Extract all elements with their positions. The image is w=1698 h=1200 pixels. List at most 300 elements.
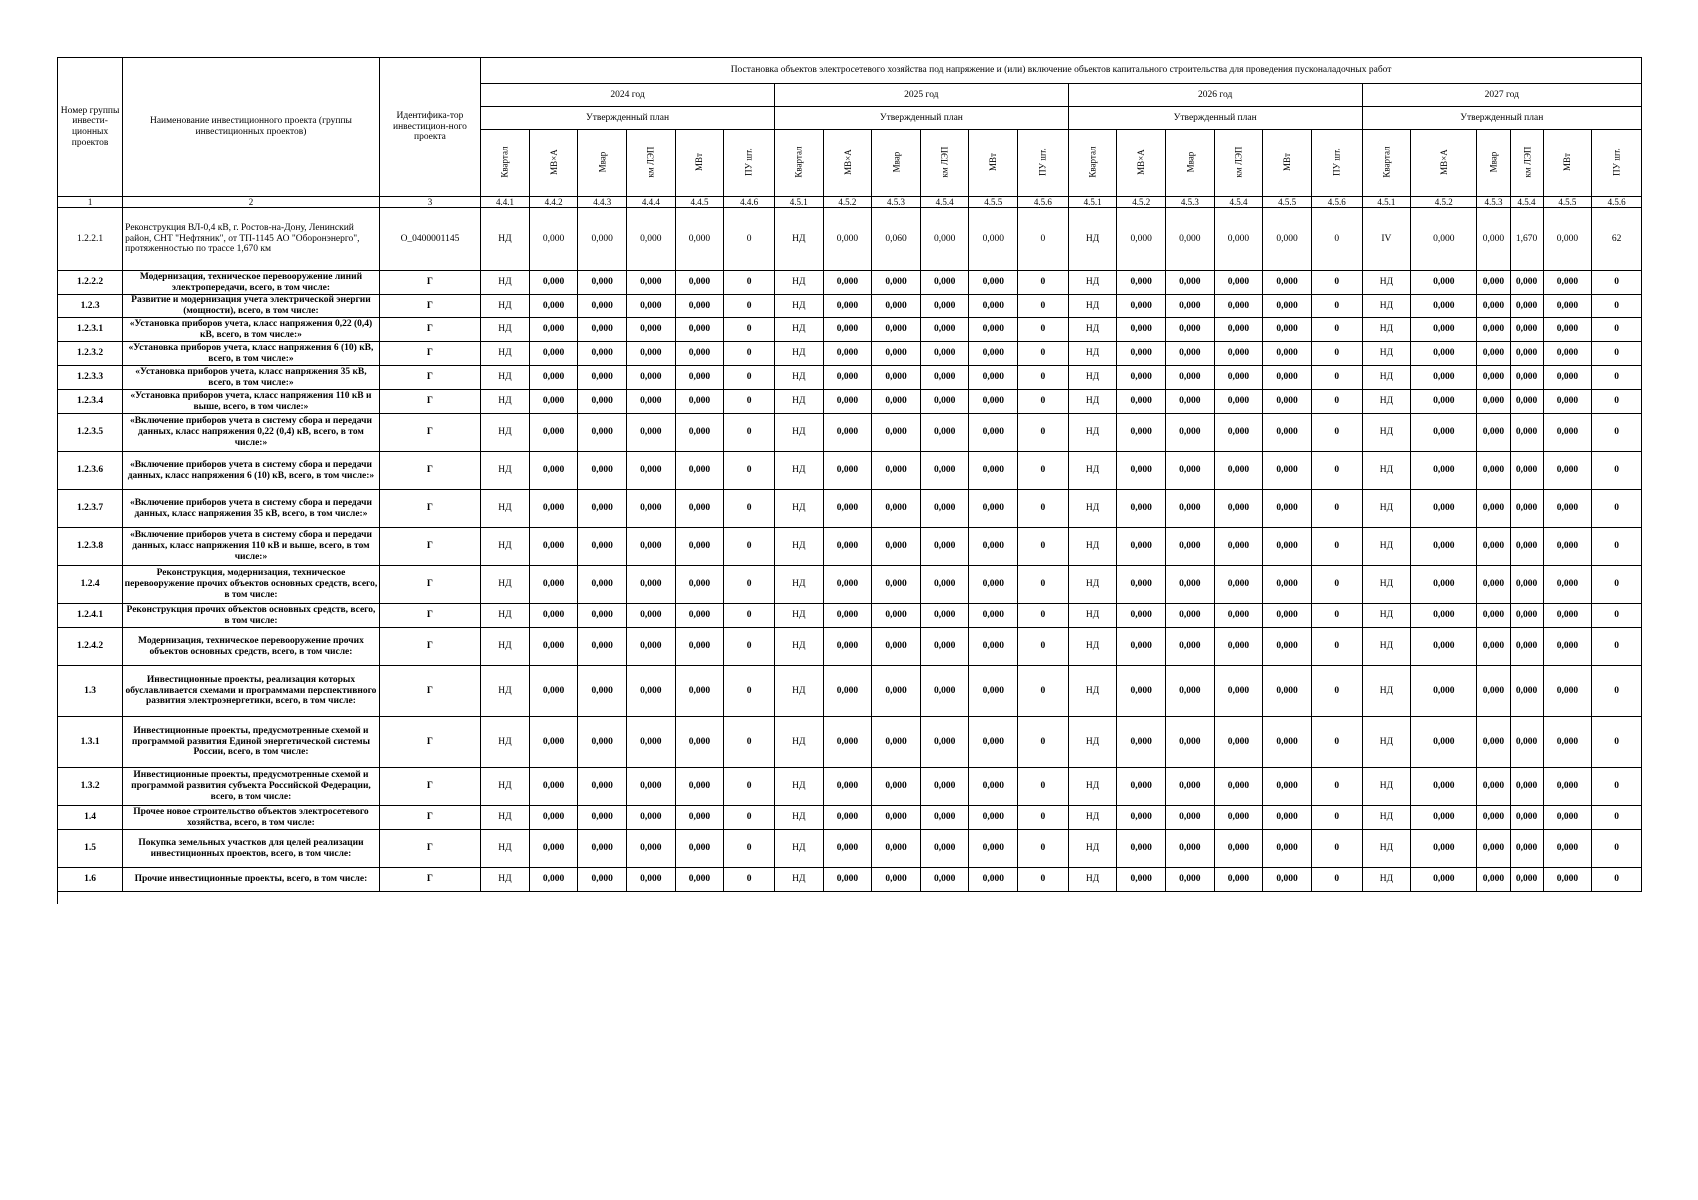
row-value: НД bbox=[1068, 208, 1117, 271]
row-value: 0,000 bbox=[1510, 717, 1543, 768]
row-value: 0,000 bbox=[1510, 566, 1543, 604]
row-number: 1.3 bbox=[58, 666, 123, 717]
row-value: 0,000 bbox=[529, 604, 578, 628]
unit-label: ПУ шт. bbox=[744, 148, 755, 177]
row-value: 0 bbox=[1592, 806, 1642, 830]
row-value: 0,000 bbox=[675, 666, 724, 717]
row-value: 0,000 bbox=[1411, 717, 1477, 768]
col-number-2: 2 bbox=[123, 197, 380, 208]
row-value: 0 bbox=[1018, 830, 1069, 868]
row-value: 0,000 bbox=[1477, 295, 1510, 318]
row-value: НД bbox=[1068, 452, 1117, 490]
row-value: 0,000 bbox=[1263, 318, 1312, 342]
row-value: 0,000 bbox=[1510, 604, 1543, 628]
table-row bbox=[58, 830, 1642, 868]
row-number: 1.2.3.6 bbox=[58, 452, 123, 490]
header-identifier: Идентифика-тор инвестицион-ного проекта bbox=[379, 58, 480, 197]
unit-label: ПУ шт. bbox=[1611, 148, 1622, 177]
row-value: 0,000 bbox=[969, 604, 1018, 628]
row-value: 0 bbox=[1592, 366, 1642, 390]
row-value: 0,000 bbox=[1477, 342, 1510, 366]
unit-label: км ЛЭП bbox=[1233, 146, 1244, 178]
row-value: 0,000 bbox=[1411, 342, 1477, 366]
row-value: 0,000 bbox=[969, 295, 1018, 318]
row-identifier: Г bbox=[379, 390, 480, 414]
row-value: 0,000 bbox=[920, 806, 969, 830]
investment-table-sheet bbox=[57, 57, 1642, 892]
row-value: 0,000 bbox=[1477, 414, 1510, 452]
row-value: 0,000 bbox=[969, 414, 1018, 452]
col-code: 4.5.6 bbox=[1311, 197, 1362, 208]
row-value: НД bbox=[1362, 342, 1411, 366]
row-number: 1.2.2.1 bbox=[58, 208, 123, 271]
row-value: НД bbox=[1362, 390, 1411, 414]
row-value: 0,000 bbox=[529, 295, 578, 318]
row-value: 0,000 bbox=[920, 830, 969, 868]
row-value: 0 bbox=[1018, 390, 1069, 414]
row-value: 0,000 bbox=[1117, 768, 1166, 806]
row-identifier: Г bbox=[379, 414, 480, 452]
col-code: 4.5.1 bbox=[1362, 197, 1411, 208]
unit-label: км ЛЭП bbox=[1521, 146, 1532, 178]
row-value: НД bbox=[774, 366, 823, 390]
row-value: 0,000 bbox=[920, 666, 969, 717]
row-value: 0,000 bbox=[578, 628, 627, 666]
row-value: НД bbox=[1362, 666, 1411, 717]
row-value: НД bbox=[481, 628, 530, 666]
header-unit-1-3 bbox=[920, 130, 969, 197]
row-value: 0,000 bbox=[1214, 528, 1263, 566]
row-value: 0,000 bbox=[920, 717, 969, 768]
table-row bbox=[58, 390, 1642, 414]
row-value: 0,000 bbox=[1166, 208, 1215, 271]
row-value: 0,000 bbox=[872, 666, 921, 717]
row-value: НД bbox=[1362, 295, 1411, 318]
row-value: 0,000 bbox=[1543, 490, 1592, 528]
row-number: 1.3.1 bbox=[58, 717, 123, 768]
row-number: 1.6 bbox=[58, 868, 123, 892]
col-code: 4.5.2 bbox=[1411, 197, 1477, 208]
row-value: 0,000 bbox=[1477, 366, 1510, 390]
row-value: НД bbox=[1362, 566, 1411, 604]
row-value: 0 bbox=[1311, 490, 1362, 528]
row-value: 0,000 bbox=[627, 295, 676, 318]
row-value: 0,000 bbox=[1411, 318, 1477, 342]
row-value: 0,000 bbox=[1477, 666, 1510, 717]
row-value: 0,000 bbox=[969, 490, 1018, 528]
row-value: 0,000 bbox=[1411, 628, 1477, 666]
row-value: 0 bbox=[724, 666, 775, 717]
row-value: 0,000 bbox=[675, 717, 724, 768]
row-value: НД bbox=[774, 717, 823, 768]
unit-label: МВт bbox=[1282, 153, 1293, 172]
row-value: 0,000 bbox=[1166, 490, 1215, 528]
row-value: 0 bbox=[1311, 768, 1362, 806]
row-value: 0,000 bbox=[1477, 806, 1510, 830]
header-unit-3-2 bbox=[1477, 130, 1510, 197]
header-unit-3-3 bbox=[1510, 130, 1543, 197]
row-value: 0,000 bbox=[627, 490, 676, 528]
row-value: 0,000 bbox=[529, 271, 578, 295]
row-value: 0,000 bbox=[1510, 528, 1543, 566]
row-value: 0 bbox=[1018, 604, 1069, 628]
row-value: 0 bbox=[1311, 271, 1362, 295]
row-value: 0,000 bbox=[969, 566, 1018, 604]
row-value: НД bbox=[774, 452, 823, 490]
row-value: 0,000 bbox=[675, 366, 724, 390]
row-project-name: «Установка приборов учета, класс напряжения 6 (10) кВ, всего, в том числе:» bbox=[123, 342, 380, 366]
row-value: 0,000 bbox=[675, 452, 724, 490]
row-value: 0,000 bbox=[823, 295, 872, 318]
row-value: НД bbox=[481, 366, 530, 390]
row-value: НД bbox=[481, 414, 530, 452]
row-project-name: «Включение приборов учета в систему сбора и передачи данных, класс напряжения 6 (10) кВ, всего, в том числе:» bbox=[123, 452, 380, 490]
row-value: НД bbox=[774, 490, 823, 528]
table-row bbox=[58, 318, 1642, 342]
row-value: 0,000 bbox=[627, 768, 676, 806]
row-value: 0 bbox=[1592, 768, 1642, 806]
row-value: 0,000 bbox=[1411, 830, 1477, 868]
row-value: 0,000 bbox=[969, 868, 1018, 892]
row-value: 0,000 bbox=[920, 366, 969, 390]
row-value: 0,000 bbox=[1411, 868, 1477, 892]
row-value: 0,000 bbox=[1510, 295, 1543, 318]
row-value: 0,000 bbox=[1411, 768, 1477, 806]
row-value: 0,000 bbox=[529, 414, 578, 452]
row-value: 0,000 bbox=[578, 717, 627, 768]
header-unit-2-5 bbox=[1311, 130, 1362, 197]
row-value: 0,000 bbox=[578, 830, 627, 868]
row-identifier: Г bbox=[379, 806, 480, 830]
col-code: 4.5.4 bbox=[1214, 197, 1263, 208]
row-value: 0 bbox=[724, 717, 775, 768]
row-value: 0,000 bbox=[1477, 528, 1510, 566]
row-value: 0 bbox=[1018, 452, 1069, 490]
row-value: НД bbox=[774, 604, 823, 628]
table-row bbox=[58, 868, 1642, 892]
header-year-2: 2026 год bbox=[1068, 84, 1362, 107]
row-value: 0,000 bbox=[1543, 717, 1592, 768]
row-value: 0,000 bbox=[675, 295, 724, 318]
row-project-name: «Установка приборов учета, класс напряжения 0,22 (0,4) кВ, всего, в том числе:» bbox=[123, 318, 380, 342]
row-value: 0,000 bbox=[1166, 806, 1215, 830]
row-value: НД bbox=[1362, 768, 1411, 806]
row-value: 0,000 bbox=[969, 666, 1018, 717]
row-value: 0,000 bbox=[1214, 806, 1263, 830]
row-value: 0,000 bbox=[1543, 528, 1592, 566]
row-value: 0,000 bbox=[823, 628, 872, 666]
row-value: 0,000 bbox=[1117, 414, 1166, 452]
row-value: 0,000 bbox=[578, 390, 627, 414]
row-value: 0,000 bbox=[872, 717, 921, 768]
row-value: 0 bbox=[1018, 717, 1069, 768]
row-value: 0,000 bbox=[1263, 717, 1312, 768]
row-value: 0 bbox=[724, 628, 775, 666]
row-value: 0,000 bbox=[1510, 830, 1543, 868]
row-value: 0 bbox=[1311, 628, 1362, 666]
header-unit-3-5 bbox=[1592, 130, 1642, 197]
row-value: IV bbox=[1362, 208, 1411, 271]
row-value: 0 bbox=[1018, 342, 1069, 366]
row-value: 0 bbox=[724, 604, 775, 628]
row-value: 0 bbox=[1018, 318, 1069, 342]
row-value: 0,000 bbox=[920, 208, 969, 271]
row-number: 1.2.3.3 bbox=[58, 366, 123, 390]
row-value: 0,000 bbox=[627, 271, 676, 295]
row-value: 0,000 bbox=[1543, 208, 1592, 271]
row-value: 0,000 bbox=[627, 318, 676, 342]
row-value: НД bbox=[1068, 414, 1117, 452]
header-unit-0-0 bbox=[481, 130, 530, 197]
row-value: 0,000 bbox=[1117, 806, 1166, 830]
row-value: НД bbox=[1068, 528, 1117, 566]
row-value: 0,000 bbox=[1543, 830, 1592, 868]
row-value: 0 bbox=[1592, 830, 1642, 868]
row-value: 0,000 bbox=[920, 528, 969, 566]
row-project-name: «Установка приборов учета, класс напряжения 35 кВ, всего, в том числе:» bbox=[123, 366, 380, 390]
row-value: НД bbox=[1068, 717, 1117, 768]
row-value: 0,000 bbox=[872, 342, 921, 366]
row-value: 0,000 bbox=[1263, 271, 1312, 295]
row-value: 0,000 bbox=[627, 628, 676, 666]
row-value: 0,000 bbox=[823, 390, 872, 414]
col-code: 4.5.4 bbox=[920, 197, 969, 208]
row-value: 0 bbox=[1018, 768, 1069, 806]
header-unit-3-4 bbox=[1543, 130, 1592, 197]
unit-label: ПУ шт. bbox=[1037, 148, 1048, 177]
row-value: 0,000 bbox=[1214, 414, 1263, 452]
row-value: 0,000 bbox=[1214, 208, 1263, 271]
table-row bbox=[58, 566, 1642, 604]
unit-label: ПУ шт. bbox=[1331, 148, 1342, 177]
row-value: 0,000 bbox=[627, 806, 676, 830]
row-value: 62 bbox=[1592, 208, 1642, 271]
col-code: 4.5.1 bbox=[774, 197, 823, 208]
row-value: 0,000 bbox=[1477, 566, 1510, 604]
row-value: НД bbox=[1068, 666, 1117, 717]
row-value: 0 bbox=[724, 390, 775, 414]
row-value: 0 bbox=[1592, 414, 1642, 452]
row-value: 0 bbox=[1311, 868, 1362, 892]
row-value: НД bbox=[774, 666, 823, 717]
row-value: 0 bbox=[1592, 342, 1642, 366]
table-row bbox=[58, 208, 1642, 271]
row-value: НД bbox=[1068, 566, 1117, 604]
row-value: 0,000 bbox=[1214, 717, 1263, 768]
row-value: 0,000 bbox=[823, 414, 872, 452]
row-value: 0 bbox=[724, 318, 775, 342]
row-value: НД bbox=[481, 318, 530, 342]
row-value: 0,000 bbox=[1543, 295, 1592, 318]
row-value: НД bbox=[481, 452, 530, 490]
row-value: 0,000 bbox=[627, 208, 676, 271]
row-value: НД bbox=[1362, 717, 1411, 768]
row-value: 0,000 bbox=[1214, 666, 1263, 717]
unit-label: МВт bbox=[694, 153, 705, 172]
row-value: 0,000 bbox=[627, 528, 676, 566]
row-value: 0,000 bbox=[578, 806, 627, 830]
row-value: 0 bbox=[724, 566, 775, 604]
row-project-name: «Включение приборов учета в систему сбора и передачи данных, класс напряжения 0,22 (0,4) кВ, всего, в том числе:» bbox=[123, 414, 380, 452]
header-row-title bbox=[58, 58, 1642, 84]
row-value: 0,000 bbox=[529, 452, 578, 490]
header-unit-1-2 bbox=[872, 130, 921, 197]
unit-label: МВт bbox=[1562, 153, 1573, 172]
row-value: НД bbox=[774, 318, 823, 342]
col-code: 4.4.2 bbox=[529, 197, 578, 208]
table-row bbox=[58, 717, 1642, 768]
col-code: 4.5.2 bbox=[823, 197, 872, 208]
row-number: 1.2.3 bbox=[58, 295, 123, 318]
row-project-name: «Установка приборов учета, класс напряжения 110 кВ и выше, всего, в том числе:» bbox=[123, 390, 380, 414]
row-value: 0,000 bbox=[920, 628, 969, 666]
row-value: 0,000 bbox=[1477, 390, 1510, 414]
row-value: 0,000 bbox=[529, 666, 578, 717]
table-row bbox=[58, 295, 1642, 318]
col-code: 4.4.4 bbox=[627, 197, 676, 208]
row-identifier: Г bbox=[379, 628, 480, 666]
row-value: 0 bbox=[1592, 490, 1642, 528]
row-value: 0,000 bbox=[627, 414, 676, 452]
row-project-name: Инвестиционные проекты, предусмотренные схемой и программой развития субъекта Российской Федерации, всего, в том числе: bbox=[123, 768, 380, 806]
row-value: 0,000 bbox=[872, 414, 921, 452]
table-row bbox=[58, 271, 1642, 295]
row-value: НД bbox=[481, 295, 530, 318]
row-value: 0,000 bbox=[1117, 271, 1166, 295]
row-value: 0,000 bbox=[1477, 271, 1510, 295]
row-value: 0,000 bbox=[675, 342, 724, 366]
row-value: 0,000 bbox=[1411, 666, 1477, 717]
unit-label: Мвар bbox=[597, 151, 608, 173]
row-value: 0,000 bbox=[1263, 806, 1312, 830]
row-value: 0,000 bbox=[529, 717, 578, 768]
row-value: 0 bbox=[1311, 830, 1362, 868]
row-value: 0,000 bbox=[1214, 271, 1263, 295]
row-value: 0,000 bbox=[1263, 566, 1312, 604]
row-value: 0,000 bbox=[1263, 628, 1312, 666]
unit-label: км ЛЭП bbox=[939, 146, 950, 178]
row-value: 0,000 bbox=[627, 452, 676, 490]
row-identifier: О_0400001145 bbox=[379, 208, 480, 271]
col-code: 4.4.1 bbox=[481, 197, 530, 208]
row-value: 0,060 bbox=[872, 208, 921, 271]
row-value: 0,000 bbox=[1263, 490, 1312, 528]
row-value: 0 bbox=[724, 271, 775, 295]
row-value: НД bbox=[1068, 271, 1117, 295]
row-value: 0,000 bbox=[872, 628, 921, 666]
row-value: 0,000 bbox=[1166, 830, 1215, 868]
row-value: НД bbox=[774, 768, 823, 806]
row-value: 0 bbox=[724, 490, 775, 528]
table-row bbox=[58, 452, 1642, 490]
unit-label: Мвар bbox=[1488, 151, 1499, 173]
row-value: 0,000 bbox=[1477, 604, 1510, 628]
row-value: 0,000 bbox=[1510, 390, 1543, 414]
row-project-name: Развитие и модернизация учета электрической энергии (мощности), всего, в том числе: bbox=[123, 295, 380, 318]
row-value: 0,000 bbox=[578, 868, 627, 892]
row-value: 0,000 bbox=[1411, 566, 1477, 604]
row-value: НД bbox=[1362, 318, 1411, 342]
row-value: 0,000 bbox=[675, 566, 724, 604]
row-value: 0,000 bbox=[1477, 868, 1510, 892]
row-value: 0 bbox=[1311, 806, 1362, 830]
row-value: 0,000 bbox=[1214, 295, 1263, 318]
row-value: 0,000 bbox=[675, 271, 724, 295]
row-value: 0,000 bbox=[969, 208, 1018, 271]
row-value: 0,000 bbox=[1117, 390, 1166, 414]
row-value: 0,000 bbox=[1263, 768, 1312, 806]
row-value: 0,000 bbox=[1263, 366, 1312, 390]
row-value: 1,670 bbox=[1510, 208, 1543, 271]
row-identifier: Г bbox=[379, 452, 480, 490]
row-number: 1.2.3.5 bbox=[58, 414, 123, 452]
row-value: НД bbox=[481, 604, 530, 628]
row-value: 0,000 bbox=[1543, 868, 1592, 892]
row-identifier: Г bbox=[379, 366, 480, 390]
row-value: 0,000 bbox=[675, 490, 724, 528]
row-value: 0 bbox=[724, 528, 775, 566]
row-identifier: Г bbox=[379, 318, 480, 342]
row-project-name: «Включение приборов учета в систему сбора и передачи данных, класс напряжения 110 кВ и выше, всего, в том числе:» bbox=[123, 528, 380, 566]
row-value: 0,000 bbox=[1166, 295, 1215, 318]
row-value: НД bbox=[774, 830, 823, 868]
row-value: 0,000 bbox=[823, 271, 872, 295]
col-code: 4.4.5 bbox=[675, 197, 724, 208]
row-value: 0,000 bbox=[920, 452, 969, 490]
row-value: 0,000 bbox=[823, 666, 872, 717]
row-project-name: «Включение приборов учета в систему сбора и передачи данных, класс напряжения 35 кВ, всего, в том числе:» bbox=[123, 490, 380, 528]
row-value: 0,000 bbox=[578, 366, 627, 390]
row-value: НД bbox=[481, 666, 530, 717]
row-value: 0,000 bbox=[529, 628, 578, 666]
row-number: 1.2.2.2 bbox=[58, 271, 123, 295]
row-value: 0,000 bbox=[1411, 452, 1477, 490]
row-value: НД bbox=[774, 628, 823, 666]
row-value: 0,000 bbox=[1411, 806, 1477, 830]
row-value: 0,000 bbox=[823, 452, 872, 490]
row-number: 1.4 bbox=[58, 806, 123, 830]
row-value: НД bbox=[481, 208, 530, 271]
row-value: 0,000 bbox=[675, 604, 724, 628]
row-value: 0 bbox=[1018, 490, 1069, 528]
row-value: 0,000 bbox=[1166, 390, 1215, 414]
row-value: 0,000 bbox=[627, 604, 676, 628]
row-value: 0,000 bbox=[1263, 830, 1312, 868]
table-row bbox=[58, 628, 1642, 666]
row-value: НД bbox=[1068, 868, 1117, 892]
header-unit-3-0 bbox=[1362, 130, 1411, 197]
row-number: 1.2.4.1 bbox=[58, 604, 123, 628]
row-value: 0 bbox=[1592, 566, 1642, 604]
row-value: 0,000 bbox=[920, 271, 969, 295]
row-value: 0 bbox=[1018, 806, 1069, 830]
row-value: 0,000 bbox=[1117, 566, 1166, 604]
unit-label: МВ×А bbox=[548, 149, 559, 176]
row-value: 0,000 bbox=[529, 868, 578, 892]
row-project-name: Инвестиционные проекты, предусмотренные схемой и программой развития Единой энергетической системы России, всего, в том числе: bbox=[123, 717, 380, 768]
row-identifier: Г bbox=[379, 717, 480, 768]
row-value: 0,000 bbox=[1263, 868, 1312, 892]
row-project-name: Реконструкция ВЛ-0,4 кВ, г. Ростов-на-Дону, Ленинский район, СНТ "Нефтяник", от ТП-1145 АО "Оборонэнерго", протяженностью по трассе 1,670 км bbox=[123, 208, 380, 271]
row-value: 0,000 bbox=[1510, 414, 1543, 452]
row-value: 0,000 bbox=[969, 318, 1018, 342]
row-value: 0,000 bbox=[529, 342, 578, 366]
row-value: 0,000 bbox=[1411, 271, 1477, 295]
row-value: 0,000 bbox=[969, 271, 1018, 295]
row-value: 0,000 bbox=[1214, 318, 1263, 342]
header-year-1: 2025 год bbox=[774, 84, 1068, 107]
row-value: НД bbox=[1362, 628, 1411, 666]
